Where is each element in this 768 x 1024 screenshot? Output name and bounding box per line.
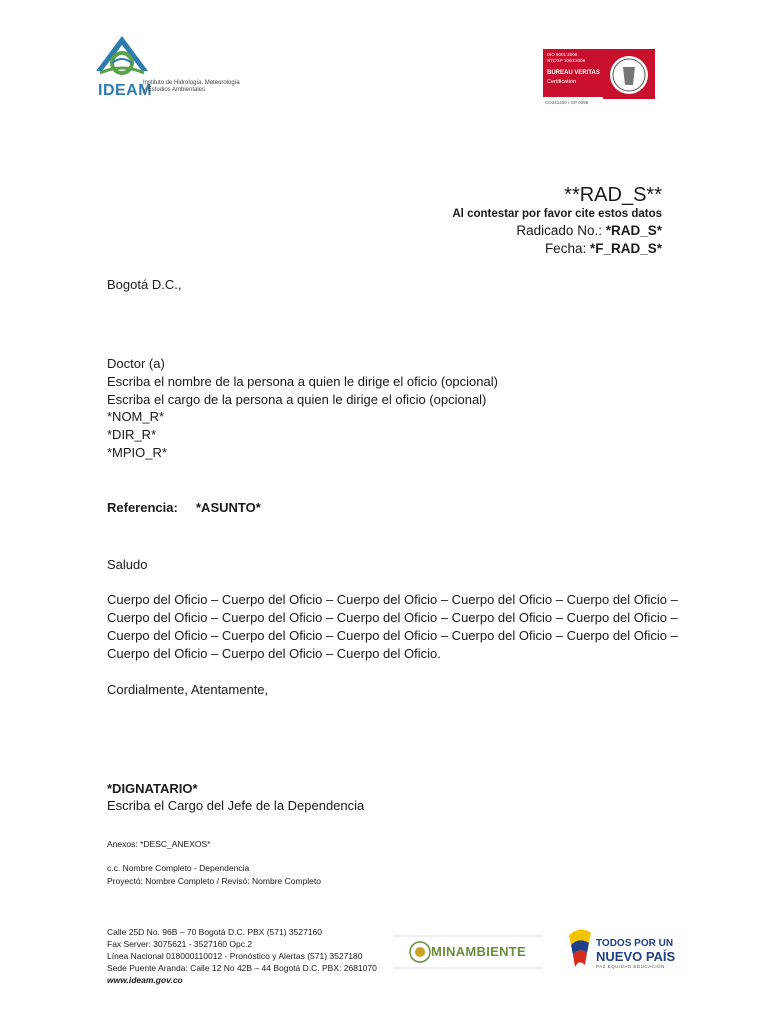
todos-line-1: TODOS POR UN (596, 938, 674, 949)
bv-certification: Certification (547, 79, 577, 85)
radicado-note: Al contestar por favor cite estos datos (452, 208, 662, 220)
footer-contact (107, 926, 377, 986)
radicado-number-value: *RAD_S* (605, 223, 662, 238)
city-line: Bogotá D.C., (107, 277, 182, 292)
cc-line: c.c. Nombre Completo - Dependencia (107, 863, 250, 873)
radicado-date-label: Fecha: (544, 241, 590, 256)
todos-tagline: PAZ EQUIDAD EDUCACIÓN (596, 964, 665, 969)
body-line: Cuerpo del Oficio – Cuerpo del Oficio – Cuerpo del Oficio – Cuerpo del Oficio – Cuerpo del Oficio – (107, 592, 678, 607)
todos-line-2: NUEVO PAÍS (596, 949, 676, 964)
closing: Cordialmente, Atentamente, (107, 682, 269, 697)
bv-code: CO241400 / GP 0098 (545, 100, 589, 105)
signer-role: Escriba el Cargo del Jefe de la Dependencia (107, 798, 365, 813)
body-line: Cuerpo del Oficio – Cuerpo del Oficio – Cuerpo del Oficio – Cuerpo del Oficio – Cuerpo del Oficio – (107, 628, 678, 643)
radicado-title: **RAD_S** (564, 184, 662, 206)
reference-value: *ASUNTO* (196, 500, 261, 515)
radicado-date-value: *F_RAD_S* (589, 241, 662, 256)
ideam-emblem-icon (92, 33, 152, 85)
body-line: Cuerpo del Oficio – Cuerpo del Oficio – Cuerpo del Oficio – Cuerpo del Oficio – Cuerpo del Oficio – (107, 610, 678, 625)
greeting: Saludo (107, 557, 148, 572)
bureau-veritas-seal-icon (603, 51, 655, 99)
bv-standard-1: ISO 9001:2008 (547, 52, 578, 57)
footer-sede: Sede Puente Aranda: Calle 12 No 42B – 44 Bogotá D.C. PBX: 2681070 (107, 963, 377, 973)
annexes-line: Anexos: *DESC_ANEXOS* (107, 839, 211, 849)
recipient-dir: *DIR_R* (107, 427, 157, 442)
radicado-date (545, 241, 662, 256)
ideam-subtitle: Instituto de Hidrología, Meteorología y Estudios Ambientales (143, 80, 240, 93)
bv-name: BUREAU VERITAS (547, 70, 600, 76)
prepared-line: Proyectó: Nombre Completo / Revisó: Nombre Completo (107, 876, 321, 886)
recipient-mpio: *MPIO_R* (107, 445, 167, 460)
radicado-number-label: Radicado No.: (516, 223, 606, 238)
recipient-role: Escriba el cargo de la persona a quien le dirige el oficio (opcional) (107, 392, 487, 407)
footer-national-line: Línea Nacional 018000110012 - Pronóstico y Alertas (571) 3527180 (107, 951, 363, 961)
bv-standard-2: NTCGP 1000:2009 (547, 58, 586, 63)
signer-name: *DIGNATARIO* (107, 781, 198, 796)
reference-label: Referencia: (107, 500, 178, 515)
recipient-title: Doctor (a) (107, 356, 165, 371)
todos-por-un-nuevo-pais-flag-icon (565, 925, 595, 973)
minambiente-text: MINAMBIENTE (431, 944, 527, 959)
ideam-wordmark: IDEAM (98, 82, 153, 99)
radicado-number (516, 223, 662, 238)
body-line: Cuerpo del Oficio – Cuerpo del Oficio – Cuerpo del Oficio. (107, 646, 441, 661)
recipient-name: Escriba el nombre de la persona a quien le dirige el oficio (opcional) (107, 374, 498, 389)
recipient-nom: *NOM_R* (107, 409, 165, 424)
footer-fax: Fax Server: 3075621 - 3527160 Opc.2 (107, 939, 253, 949)
footer-website-link[interactable]: www.ideam.gov.co (107, 975, 183, 985)
footer-address: Calle 25D No. 96B – 70 Bogotá D.C. PBX (571) 3527160 (107, 927, 322, 937)
